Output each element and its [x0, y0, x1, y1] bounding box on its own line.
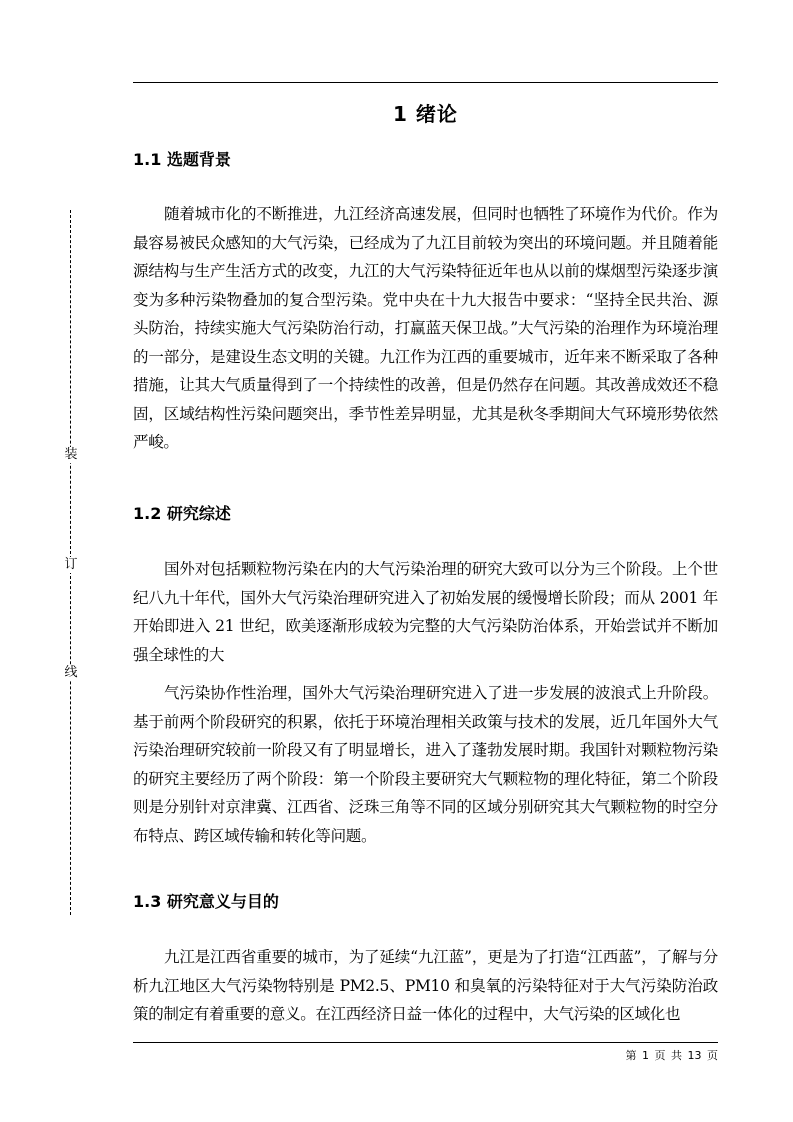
page-number: 第 1 页 共 13 页: [625, 1049, 718, 1062]
binding-char-xian: 线: [64, 665, 78, 680]
binding-char-zhuang: 装: [64, 447, 78, 462]
section-1-1-paragraph: 随着城市化的不断推进，九江经济高速发展，但同时也牺牲了环境作为代价。作为最容易被民众感知的大气污染，已经成为了九江目前较为突出的环境问题。并且随着能源结构与生产生活方式的改变，九江的大气污染特征近年也从以前的煤烟型污染逐步演变为多种污染物叠加的复合型污染。党中央在十九大报告中要求：“坚持全民共治、源头防治，持续实施大气污染防治行动，打赢蓝天保卫战。”大气污染的治理作为环境治理的一部分，是建设生态文明的关键。九江作为江西的重要城市，近年来不断采取了各种措施，让其大气质量得到了一个持续性的改善，但是仍然存在问题。其改善成效还不稳固，区域结构性污染问题突出，季节性差异明显，尤其是秋冬季期间大气环境形势依然严峻。: [133, 205, 718, 451]
section-1-2-paragraph-1: 国外对包括颗粒物污染在内的大气污染治理的研究大致可以分为三个阶段。上个世纪八九十年代，国外大气污染治理研究进入了初始发展的缓慢增长阶段；而从 2001 年开始即进入 21 世纪，欧美逐渐形成较为完整的大气污染防治体系，开始尝试并不断加强全球性的大: [133, 560, 718, 664]
chapter-title: 1 绪论: [393, 102, 458, 126]
section-title-1-2: 1.2 研究综述: [133, 504, 231, 523]
section-1-2-paragraph-2: 气污染协作性治理，国外大气污染治理研究进入了进一步发展的波浪式上升阶段。基于前两个阶段研究的积累，依托于环境治理相关政策与技术的发展，近几年国外大气污染治理研究较前一阶段又有了明显增长，进入了蓬勃发展时期。我国针对颗粒物污染的研究主要经历了两个阶段：第一个阶段主要研究大气颗粒物的理化特征，第二个阶段则是分别针对京津冀、江西省、泛珠三角等不同的区域分别研究其大气颗粒物的时空分布特点、跨区域传输和转化等问题。: [133, 684, 718, 845]
binding-char-ding: 订: [64, 557, 78, 572]
header-rule: [133, 82, 718, 83]
section-title-1-1: 1.1 选题背景: [133, 150, 231, 169]
section-1-3-paragraph: 九江是江西省重要的城市，为了延续“九江蓝”，更是为了打造“江西蓝”，了解与分析九江地区大气污染物特别是 PM2.5、PM10 和臭氧的污染特征对于大气污染防治政策的制定有着重要的意义。在江西经济日益一体化的过程中，大气污染的区域化也: [133, 948, 718, 1023]
footer-rule: [133, 1042, 718, 1043]
section-title-1-3: 1.3 研究意义与目的: [133, 892, 279, 911]
